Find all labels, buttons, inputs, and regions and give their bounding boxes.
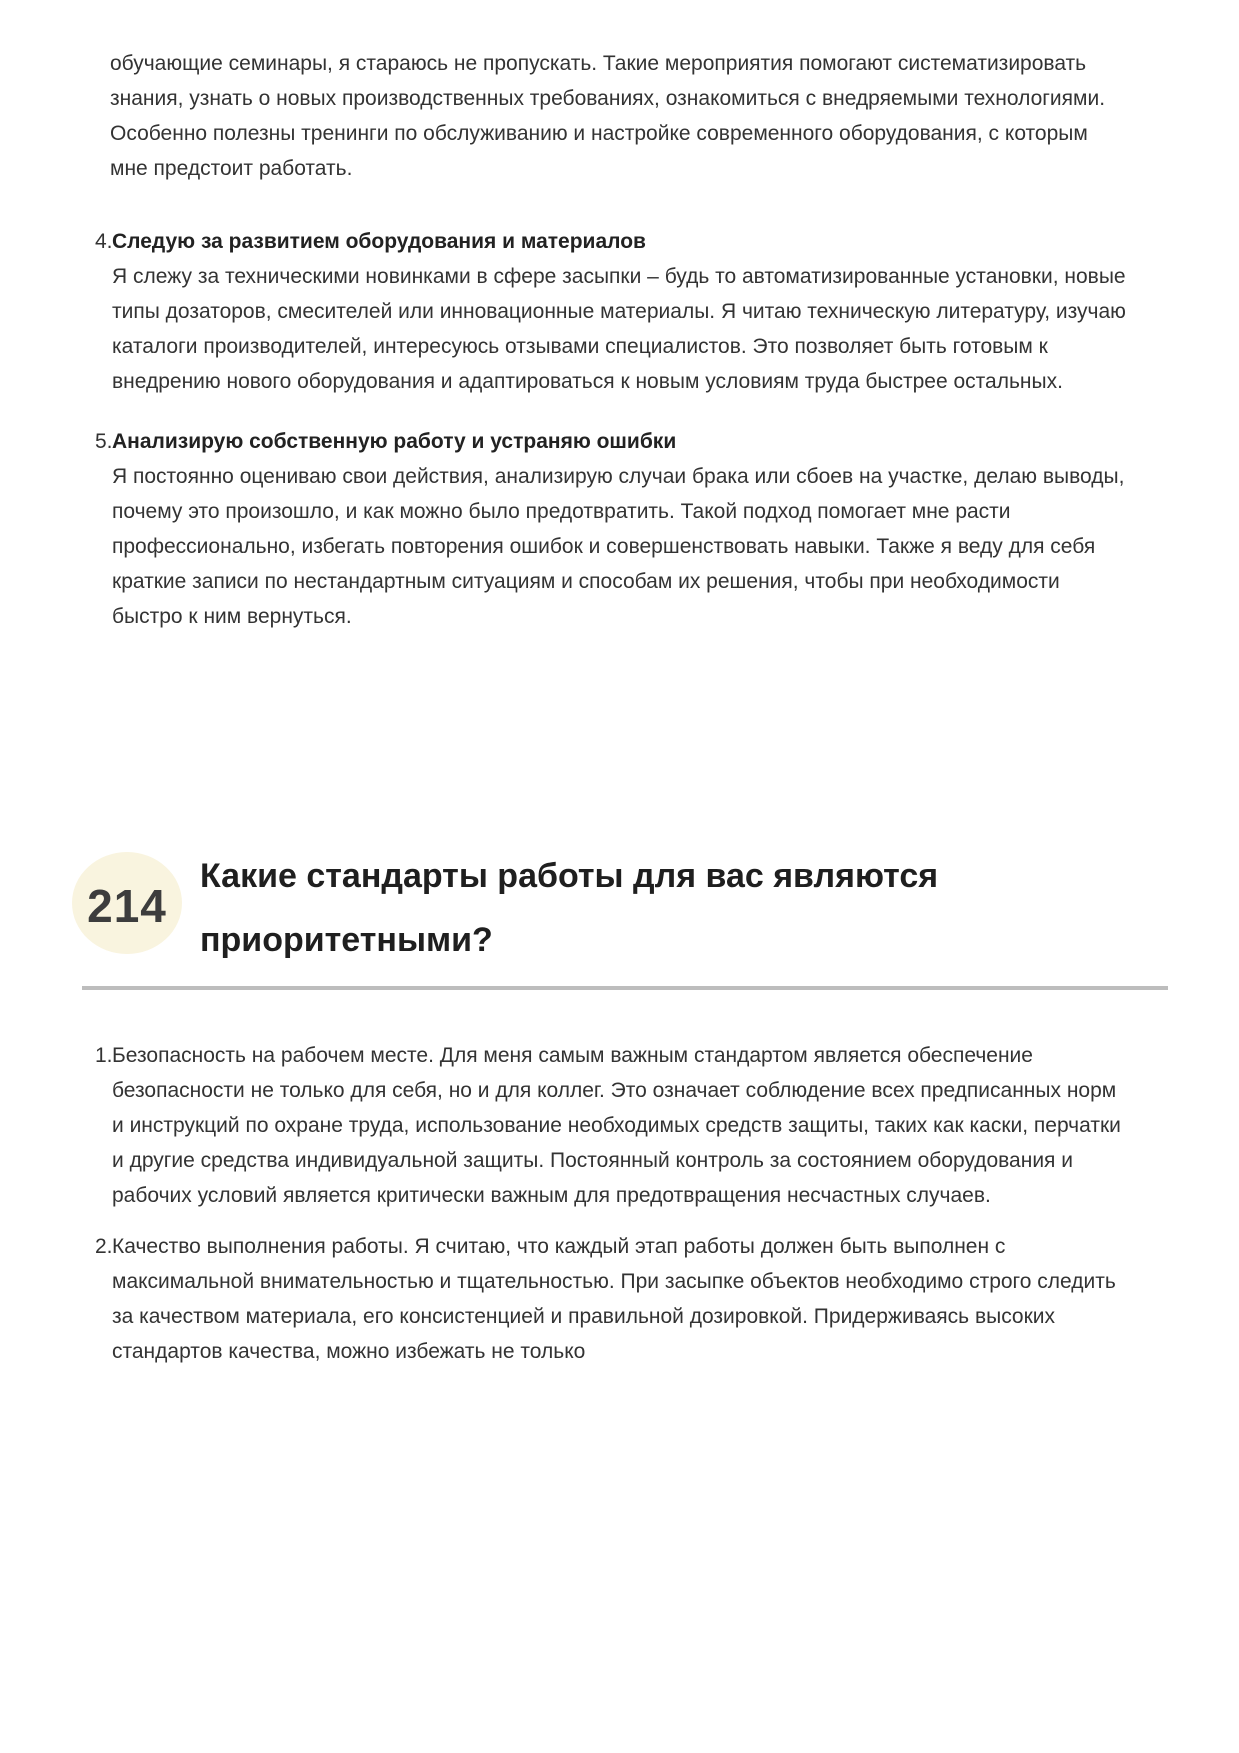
numbered-points-list bbox=[82, 224, 1168, 634]
point-title: Следую за развитием оборудования и материалов bbox=[112, 230, 646, 253]
answers-list bbox=[82, 1038, 1168, 1369]
answer-number: 1. bbox=[95, 1044, 113, 1067]
section-divider bbox=[82, 986, 1168, 990]
point-title: Анализирую собственную работу и устраняю ошибки bbox=[112, 430, 677, 453]
answer-item-1 bbox=[95, 1038, 1168, 1213]
question-header bbox=[82, 852, 1168, 972]
point-number: 5. bbox=[95, 430, 113, 453]
answer-item-2 bbox=[95, 1229, 1168, 1369]
question-number: 214 bbox=[87, 880, 167, 932]
point-body bbox=[110, 224, 1132, 399]
document-page bbox=[82, 0, 1168, 1369]
continuation-paragraph: обучающие семинары, я стараюсь не пропускать. Такие мероприятия помогают систематизировать знания, узнать о новых производственных требованиях, ознакомиться с внедряемыми технологиями. Особенно полезны тренинги по обслуживанию и настройке современного оборудования, с которым мне предстоит работать. bbox=[110, 52, 1106, 180]
answer-text: Безопасность на рабочем месте. Для меня самым важным стандартом является обеспечение безопасности не только для себя, но и для коллег. Это означает соблюдение всех предписанных норм и инструкций по охране труда, использование необходимых средств защиты, таких как каски, перчатки и другие средства индивидуальной защиты. Постоянный контроль за состоянием оборудования и рабочих условий является критически важным для предотвращения несчастных случаев. bbox=[112, 1044, 1121, 1207]
answer-number: 2. bbox=[95, 1235, 113, 1258]
point-text: Я слежу за техническими новинками в сфере засыпки – будь то автоматизированные установки, новые типы дозаторов, смесителей или инновационные материалы. Я читаю техническую литературу, изучаю каталоги производителей, интересуюсь отзывами специалистов. Это позволяет быть готовым к внедрению нового оборудования и адаптироваться к новым условиям труда быстрее остальных. bbox=[112, 265, 1126, 393]
numbered-point-4 bbox=[95, 224, 1168, 399]
point-text: Я постоянно оцениваю свои действия, анализирую случаи брака или сбоев на участке, делаю выводы, почему это произошло, и как можно было предотвратить. Такой подход помогает мне расти профессионально, избегать повторения ошибок и совершенствовать навыки. Также я веду для себя краткие записи по нестандартным ситуациям и способам их решения, чтобы при необходимости быстро к ним вернуться. bbox=[112, 465, 1125, 628]
numbered-point-5 bbox=[95, 424, 1168, 634]
answer-text: Качество выполнения работы. Я считаю, что каждый этап работы должен быть выполнен с максимальной внимательностью и тщательностью. При засыпке объектов необходимо строго следить за качеством материала, его консистенцией и правильной дозировкой. Придерживаясь высоких стандартов качества, можно избежать не только bbox=[112, 1235, 1116, 1363]
question-number-badge bbox=[72, 852, 182, 954]
question-title: Какие стандарты работы для вас являются приоритетными? bbox=[200, 857, 939, 959]
point-number: 4. bbox=[95, 230, 113, 253]
point-body bbox=[110, 424, 1132, 634]
